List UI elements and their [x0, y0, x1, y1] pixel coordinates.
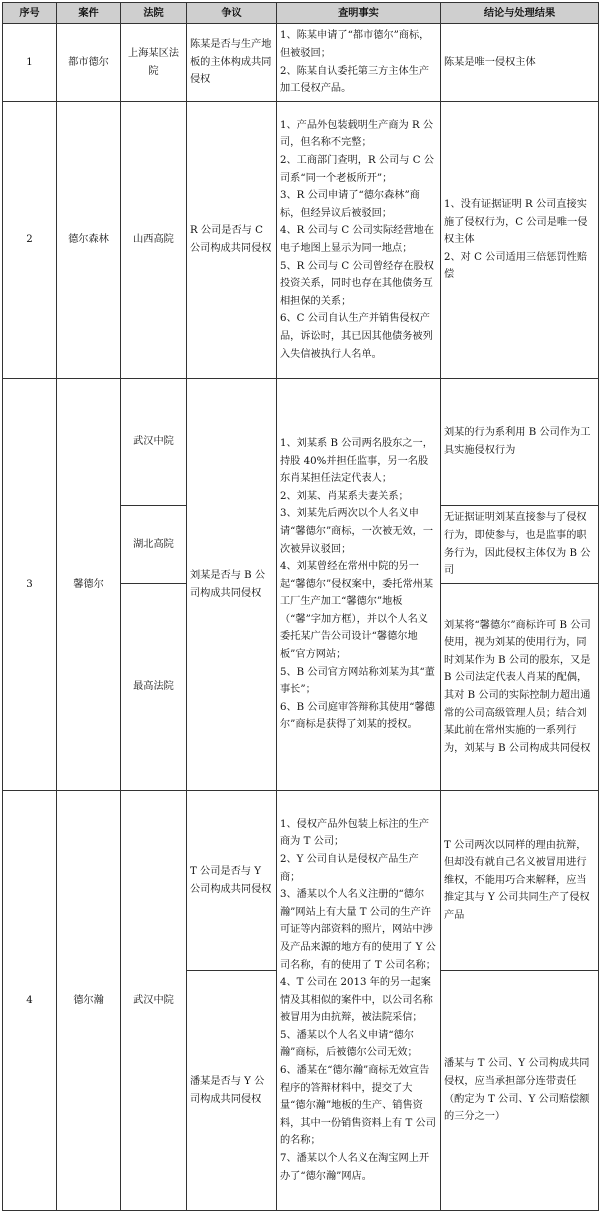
court-name: 武汉中院	[121, 791, 187, 1211]
case-name: 德尔森林	[57, 102, 121, 379]
result: 无证据证明刘某直接参与了侵权行为，即使参与，也是监事的职务行为，因此侵权主体仅为 B 公司	[441, 506, 599, 584]
court-name: 武汉中院	[121, 379, 187, 506]
facts	[277, 379, 441, 791]
dispute: R 公司是否与 C 公司构成共同侵权	[187, 102, 277, 379]
fact-item: 5、潘某以个人名义申请“德尔瀚”商标，后被德尔公司无效；	[280, 1029, 418, 1059]
fact-item: 3、R 公司申请了“德尔森林”商标，但经异议后被驳回；	[280, 190, 420, 219]
dispute: 潘某是否与 Y 公司构成共同侵权	[187, 971, 277, 1211]
header-court: 法院	[121, 3, 187, 24]
case-no: 4	[3, 791, 57, 1211]
header-case: 案件	[57, 3, 121, 24]
fact-item: 6、潘某在“德尔瀚”商标无效宣告程序的答辩材料中，提交了大量“德尔瀚”地板的生产、销售资料，其中一份销售资料上有 T 公司的名称；	[280, 1065, 436, 1147]
case-no: 3	[3, 379, 57, 791]
header-dispute: 争议	[187, 3, 277, 24]
court-name: 山西高院	[121, 102, 187, 379]
case-name: 馨德尔	[57, 379, 121, 791]
fact-item: 3、刘某先后两次以个人名义申请“馨德尔”商标，一次被无效，一次被异议驳回；	[280, 508, 434, 555]
table-row	[3, 102, 599, 379]
fact-item: 4、R 公司与 C 公司实际经营地在电子地图上显示为同一地点；	[280, 225, 434, 254]
court-name: 最高法院	[121, 584, 187, 791]
result: T 公司两次以同样的理由抗辩，但却没有就自己名义被冒用进行维权，不能用巧合来解释，应当推定其与 Y 公司共同生产了侵权产品	[441, 791, 599, 971]
fact-item: 5、R 公司与 C 公司曾经存在股权投资关系，同时也存在其他债务互相担保的关系；	[280, 260, 434, 307]
fact-item: 1、刘某系 B 公司两名股东之一，持股 40%并担任监事，另一名股东肖某担任法定代表人；	[280, 437, 433, 485]
court-name: 上海某区法院	[121, 24, 187, 102]
header-row	[3, 3, 599, 24]
case-table	[2, 2, 599, 1211]
header-no: 序号	[3, 3, 57, 24]
header-result: 结论与处理结果	[441, 3, 599, 24]
table-row	[3, 791, 599, 971]
facts	[277, 102, 441, 379]
fact-item: 4、T 公司在 2013 年的另一起案情及其相似的案件中，以公司名称被冒用为由抗辩，被法院采信；	[280, 977, 433, 1024]
fact-item: 6、B 公司庭审答辩称其使用“馨德尔”商标是获得了刘某的授权。	[280, 701, 435, 731]
table-row	[3, 24, 599, 102]
case-no: 1	[3, 24, 57, 102]
fact-item: 2、陈某自认委托第三方主体生产加工侵权产品。	[280, 65, 430, 95]
case-no: 2	[3, 102, 57, 379]
result: 刘某的行为系利用 B 公司作为工具实施侵权行为	[441, 379, 599, 506]
result: 潘某与 T 公司、Y 公司构成共同侵权，应当承担部分连带责任（酌定为 T 公司、Y 公司赔偿额的三分之一）	[441, 971, 599, 1211]
court-name: 湖北高院	[121, 506, 187, 584]
case-name: 都市德尔	[57, 24, 121, 102]
result: 1、没有证据证明 R 公司直接实施了侵权行为，C 公司是唯一侵权主体 2、对 C 公司适用三倍惩罚性赔偿	[441, 102, 599, 379]
dispute: 刘某是否与 B 公司构成共同侵权	[187, 379, 277, 791]
fact-item: 1、陈某申请了“都市德尔”商标，但被驳回；	[280, 30, 430, 59]
header-facts: 查明事实	[277, 3, 441, 24]
result: 陈某是唯一侵权主体	[441, 24, 599, 102]
facts	[277, 24, 441, 102]
dispute: T 公司是否与 Y 公司构成共同侵权	[187, 791, 277, 971]
fact-item: 5、B 公司官方网站称刘某为其“董事长”；	[280, 666, 435, 696]
case-name: 德尔瀚	[57, 791, 121, 1211]
fact-item: 2、Y 公司自认是侵权产品生产商；	[280, 853, 419, 883]
dispute: 陈某是否与生产地板的主体构成共同侵权	[187, 24, 277, 102]
fact-item: 6、C 公司自认生产并销售侵权产品，诉讼时，其已因其他债务被列入失信被执行人名单。	[280, 313, 433, 360]
fact-item: 2、工商部门查明，R 公司与 C 公司系“同一个老板所开”；	[280, 155, 434, 184]
fact-item: 7、潘某以个人名义在淘宝网上开办了“德尔瀚”网店。	[280, 1153, 430, 1182]
fact-item: 1、侵权产品外包装上标注的生产商为 T 公司；	[280, 818, 430, 848]
fact-item: 2、刘某、肖某系夫妻关系；	[280, 490, 409, 502]
fact-item: 4、刘某曾经在常州中院的另一起“馨德尔”侵权案中，委托常州某工厂生产加工“馨德尔”地板（“馨”字加方框），并以个人名义委托某广告公司设计“馨德尔地板”官方网站；	[280, 561, 434, 661]
facts	[277, 791, 441, 1211]
table-row	[3, 379, 599, 506]
fact-item: 3、潘某以个人名义注册的“德尔瀚”网站上有大量 T 公司的生产许可证等内部资料的照片，网站中涉及产品来源的地方有的使用了 Y 公司名称，有的使用了 T 公司名称；	[280, 889, 436, 971]
fact-item: 1、产品外包装载明生产商为 R 公司，但名称不完整；	[280, 119, 434, 149]
result: 刘某将“馨德尔”商标许可 B 公司使用，视为刘某的使用行为，同时刘某作为 B 公司的股东，又是 B 公司法定代表人肖某的配偶，其对 B 公司的实际控制力超出通常的公司高级管理人员；结合刘某此前在常州实施的一系列行为，刘某与 B 公司构成共同侵权	[441, 584, 599, 791]
